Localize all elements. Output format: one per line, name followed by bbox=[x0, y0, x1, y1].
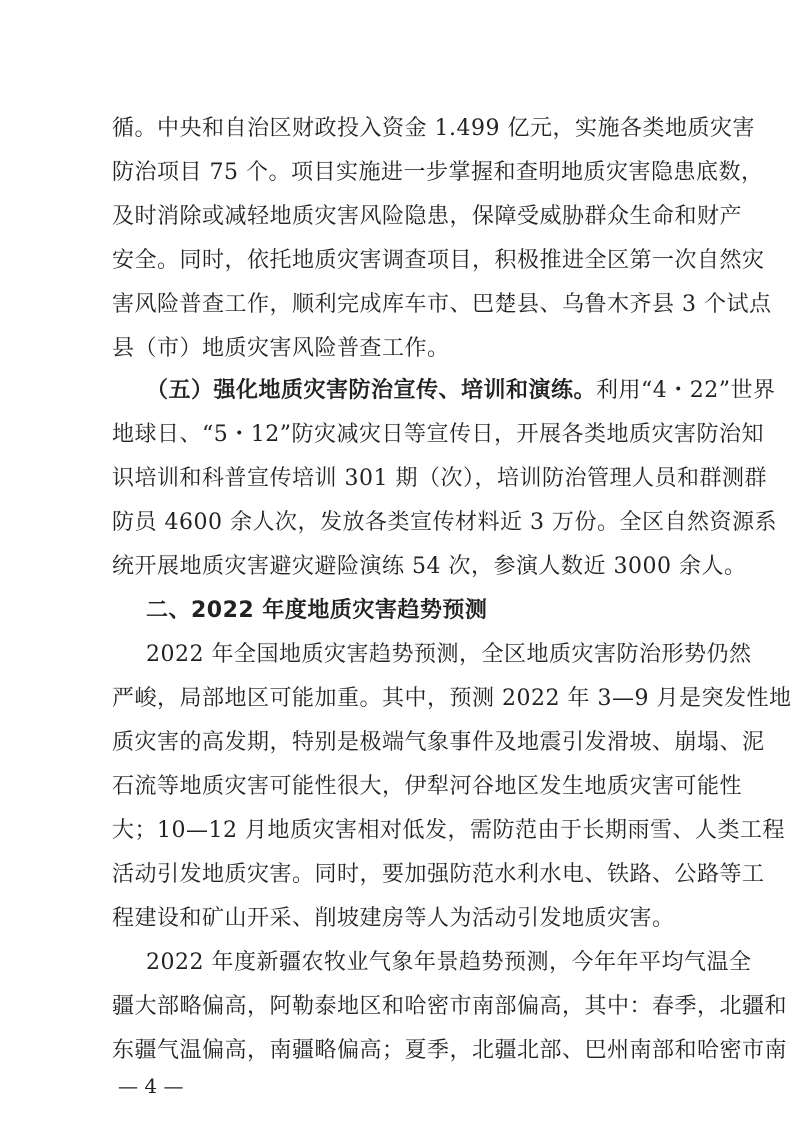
paragraph-3-line-4: 石流等地质灾害可能性很大，伊犁河谷地区发生地质灾害可能性 bbox=[112, 774, 743, 799]
page-number: — 4 — bbox=[118, 1074, 184, 1098]
paragraph-3-line-7: 程建设和矿山开采、削坡建房等人为活动引发地质灾害。 bbox=[112, 906, 675, 931]
paragraph-4-line-2: 疆大部略偏高，阿勒泰地区和哈密市南部偏高，其中：春季，北疆和 bbox=[112, 994, 788, 1019]
section-heading: 二、2022 年度地质灾害趋势预测 bbox=[146, 598, 488, 623]
paragraph-2-line-3: 识培训和科普宣传培训 301 期（次），培训防治管理人员和群测群 bbox=[112, 466, 767, 491]
paragraph-1-line-2: 防治项目 75 个。项目实施进一步掌握和查明地质灾害隐患底数， bbox=[112, 160, 764, 185]
paragraph-3-line-1: 2022 年全国地质灾害趋势预测，全区地质灾害防治形势仍然 bbox=[146, 642, 752, 667]
paragraph-4-line-3: 东疆气温偏高，南疆略偏高；夏季，北疆北部、巴州南部和哈密市南 bbox=[112, 1038, 788, 1063]
paragraph-3-line-2: 严峻，局部地区可能加重。其中，预测 2022 年 3—9 月是突发性地 bbox=[112, 686, 792, 711]
paragraph-1-line-4: 安全。同时，依托地质灾害调查项目，积极推进全区第一次自然灾 bbox=[112, 248, 765, 273]
paragraph-3-line-6: 活动引发地质灾害。同时，要加强防范水利水电、铁路、公路等工 bbox=[112, 862, 765, 887]
paragraph-2-line-1 bbox=[146, 376, 776, 406]
paragraph-3-line-5: 大；10—12 月地质灾害相对低发，需防范由于长期雨雪、人类工程 bbox=[112, 818, 785, 843]
paragraph-1-line-5: 害风险普查工作，顺利完成库车市、巴楚县、乌鲁木齐县 3 个试点 bbox=[112, 292, 772, 317]
paragraph-2-line-1-rest: 利用“4・22”世界 bbox=[596, 378, 776, 403]
paragraph-2-line-4: 防员 4600 余人次，发放各类宣传材料近 3 万份。全区自然资源系 bbox=[112, 510, 777, 535]
paragraph-4-line-1: 2022 年度新疆农牧业气象年景趋势预测，今年年平均气温全 bbox=[146, 950, 752, 975]
paragraph-1-line-3: 及时消除或减轻地质灾害风险隐患，保障受威胁群众生命和财产 bbox=[112, 204, 743, 229]
paragraph-2-line-2: 地球日、“5・12”防灾减灾日等宣传日，开展各类地质灾害防治知 bbox=[112, 422, 764, 447]
paragraph-1-line-1: 循。中央和自治区财政投入资金 1.499 亿元，实施各类地质灾害 bbox=[112, 116, 755, 141]
paragraph-2-line-5: 统开展地质灾害避灾避险演练 54 次，参演人数近 3000 余人。 bbox=[112, 554, 747, 579]
section-5-lead: （五）强化地质灾害防治宣传、培训和演练。 bbox=[146, 378, 597, 403]
paragraph-3-line-3: 质灾害的高发期，特别是极端气象事件及地震引发滑坡、崩塌、泥 bbox=[112, 730, 765, 755]
paragraph-1-line-6: 县（市）地质灾害风险普查工作。 bbox=[112, 336, 450, 361]
